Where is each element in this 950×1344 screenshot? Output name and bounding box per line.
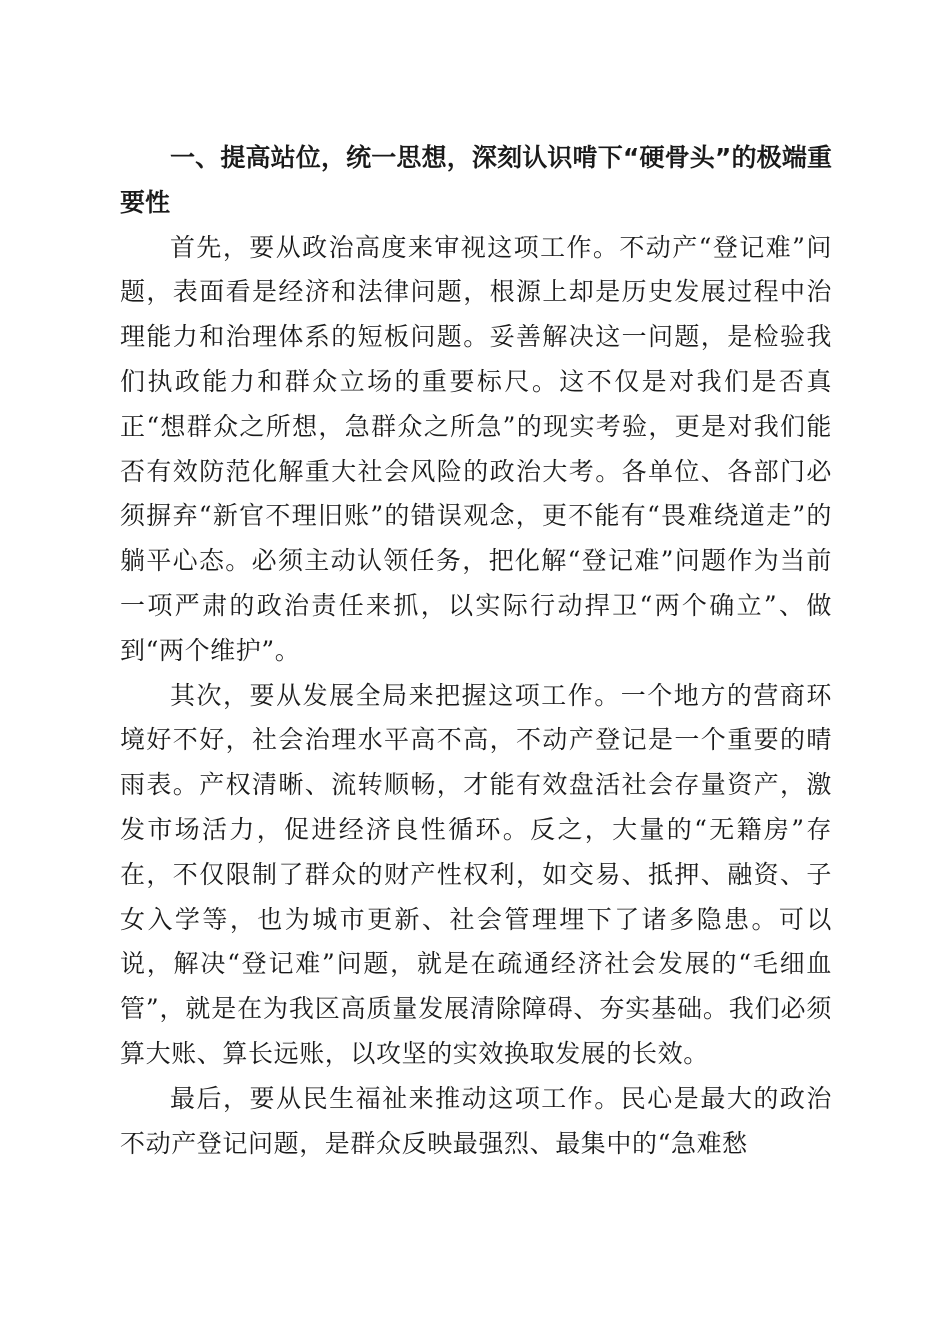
section-heading: 一、提高站位，统一思想，深刻认识啃下“硬骨头”的极端重要性 [120, 143, 832, 217]
document-page [120, 136, 832, 1166]
paragraph-1: 首先，要从政治高度来审视这项工作。不动产“登记难”问题，表面看是经济和法律问题，根源上却是历史发展过程中治理能力和治理体系的短板问题。妥善解决这一问题，是检验我们执政能力和群众立场的重要标尺。这不仅是对我们是否真正“想群众之所想，急群众之所急”的现实考验，更是对我们能否有效防范化解重大社会风险的政治大考。各单位、各部门必须摒弃“新官不理旧账”的错误观念，更不能有“畏难绕道走”的躺平心态。必须主动认领任务，把化解“登记难”问题作为当前一项严肃的政治责任来抓，以实际行动捍卫“两个确立”、做到“两个维护”。 [120, 232, 832, 665]
paragraph-3: 最后，要从民生福祉来推动这项工作。民心是最大的政治不动产登记问题，是群众反映最强烈、最集中的“急难愁 [120, 1083, 832, 1158]
paragraph-2: 其次，要从发展全局来把握这项工作。一个地方的营商环境好不好，社会治理水平高不高，不动产登记是一个重要的晴雨表。产权清晰、流转顺畅，才能有效盘活社会存量资产，激发市场活力，促进经济良性循环。反之，大量的“无籍房”存在，不仅限制了群众的财产性权利，如交易、抵押、融资、子女入学等，也为城市更新、社会管理埋下了诸多隐患。可以说，解决“登记难”问题，就是在疏通经济社会发展的“毛细血管”，就是在为我区高质量发展清除障碍、夯实基础。我们必须算大账、算长远账，以攻坚的实效换取发展的长效。 [120, 680, 832, 1068]
